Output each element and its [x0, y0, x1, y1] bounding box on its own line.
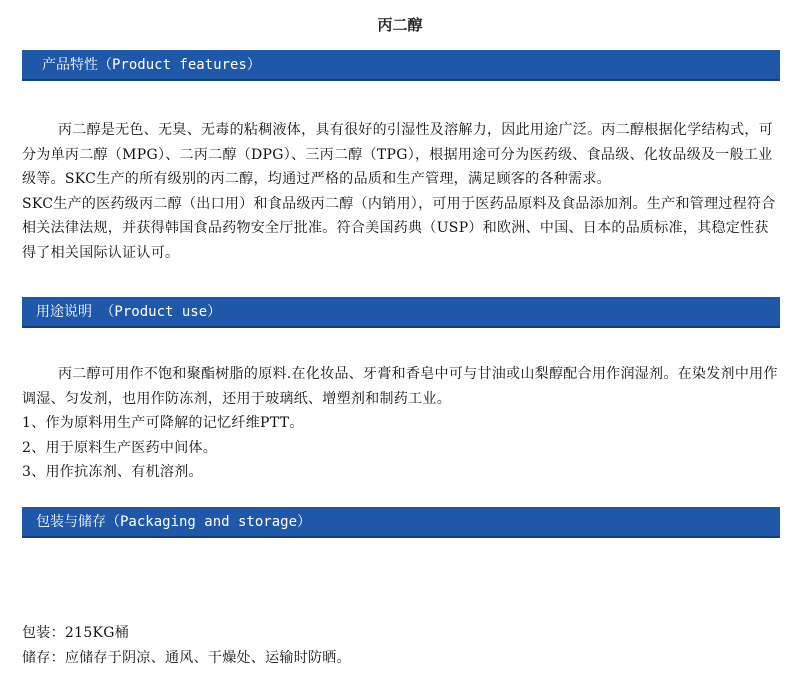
section-heading-text: 用途说明 （Product use） [36, 304, 222, 320]
section-heading-text: 包装与储存（Packaging and storage） [36, 514, 312, 530]
features-paragraph-1: 丙二醇是无色、无臭、无毒的粘稠液体，具有很好的引湿性及溶解力，因此用途广泛。丙二醇根据化学结构式，可分为单丙二醇（MPG）、二丙二醇（DPG）、三丙二醇（TPG），根据用途可分为医药级、食品级、化妆品级及一般工业级等。SKC生产的所有级别的丙二醇，均通过严格的品质和生产管理，满足顾客的各种需求。 [22, 122, 773, 187]
packaging-storage-content [22, 621, 780, 671]
use-list-item-3: 3、用作抗冻剂、有机溶剂。 [22, 464, 203, 480]
section-header-product-use [22, 297, 780, 328]
section-header-packaging-storage [22, 507, 780, 538]
section-header-product-features [22, 50, 780, 81]
features-paragraph-2: SKC生产的医药级丙二醇（出口用）和食品级丙二醇（内销用），可用于医药品原料及食品添加剂。生产和管理过程符合相关法律法规，并获得韩国食品药物安全厅批准。符合美国药典（USP）和欧洲、中国、日本的品质标准，其稳定性获得了相关国际认证认可。 [22, 195, 776, 261]
product-use-content [22, 362, 780, 485]
use-list-item-1: 1、作为原料用生产可降解的记忆纤维PTT。 [22, 415, 304, 431]
section-heading-text: 产品特性（Product features） [42, 57, 261, 73]
storage-info: 储存：应储存于阴凉、通风、干燥处、运输时防晒。 [22, 650, 351, 666]
packing-info: 包装：215KG桶 [22, 625, 130, 641]
use-paragraph: 丙二醇可用作不饱和聚酯树脂的原料.在化妆品、牙膏和香皂中可与甘油或山梨醇配合用作润湿剂。在染发剂中用作调湿、匀发剂，也用作防冻剂，还用于玻璃纸、增塑剂和制药工业。 [22, 366, 778, 407]
page-title: 丙二醇 [377, 16, 423, 34]
product-features-content [22, 118, 780, 265]
use-list-item-2: 2、用于原料生产医药中间体。 [22, 439, 218, 456]
